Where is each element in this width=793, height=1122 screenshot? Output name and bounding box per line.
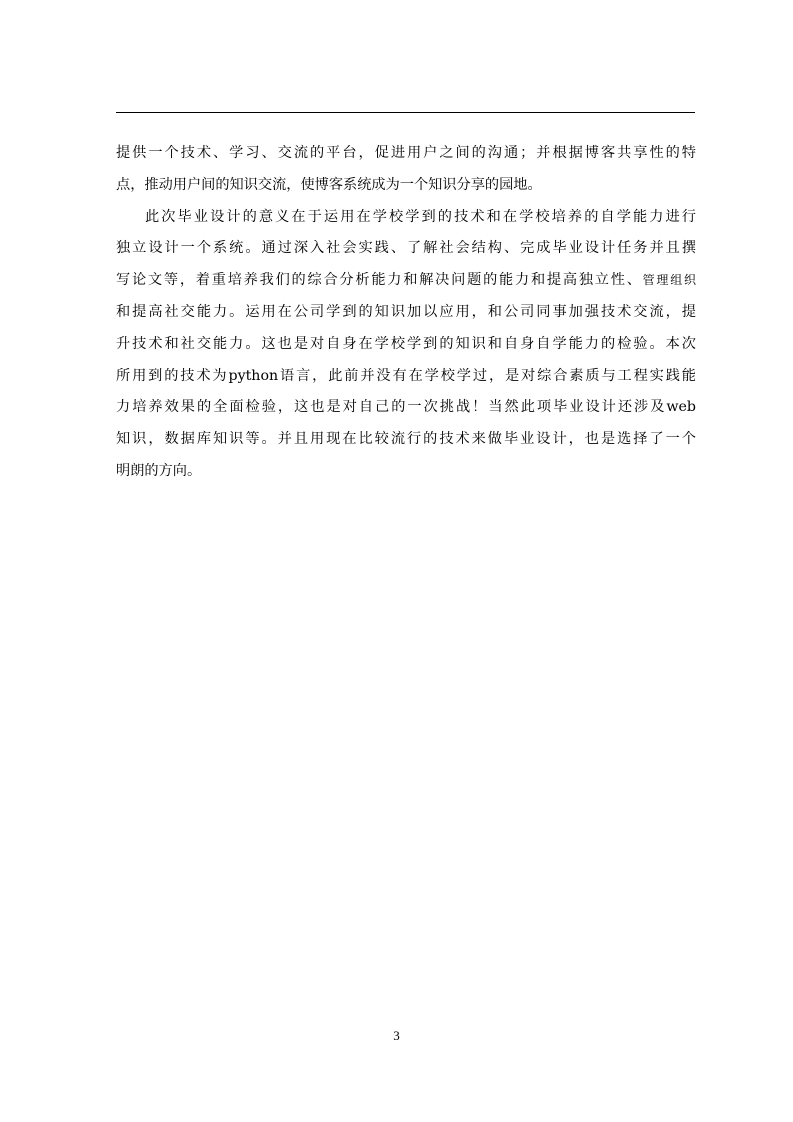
body-text [116,138,696,488]
paragraph-line [116,265,696,297]
paragraph-line: 知识，数据库知识等。并且用现在比较流行的技术来做毕业设计，也是选择了一个 [116,431,696,448]
paragraph-line: 力培养效果的全面检验，这也是对自己的一次挑战！当然此项毕业设计还涉及web [116,399,696,416]
line-small-text: 管理组织 [642,273,696,288]
paragraph-line: 升技术和社交能力。这也是对自身在学校学到的知识和自身自学能力的检验。本次 [116,335,696,352]
line-main-text: 写论文等，着重培养我们的综合分析能力和解决问题的能力和提高独立性、 [116,272,643,289]
paragraph-2 [116,202,696,488]
paragraph-line: 提供一个技术、学习、交流的平台，促进用户之间的沟通；并根据博客共享性的特 [116,145,696,161]
header-rule [116,112,695,113]
paragraph-line: 所用到的技术为python语言，此前并没有在学校学过，是对综合素质与工程实践能 [116,367,696,384]
page-number: 3 [393,1028,400,1043]
paragraph-line: 此次毕业设计的意义在于运用在学校学到的技术和在学校培养的自学能力进行 [145,208,696,225]
paragraph-line: 点，推动用户间的知识交流，使博客系统成为一个知识分享的园地。 [116,176,542,193]
paragraph-line: 和提高社交能力。运用在公司学到的知识加以应用，和公司同事加强技术交流，提 [116,303,696,320]
paragraph-line: 独立设计一个系统。通过深入社会实践、了解社会结构、完成毕业设计任务并且撰 [116,240,696,257]
paragraph-1 [116,138,696,202]
paragraph-line: 明朗的方向。 [116,462,202,479]
